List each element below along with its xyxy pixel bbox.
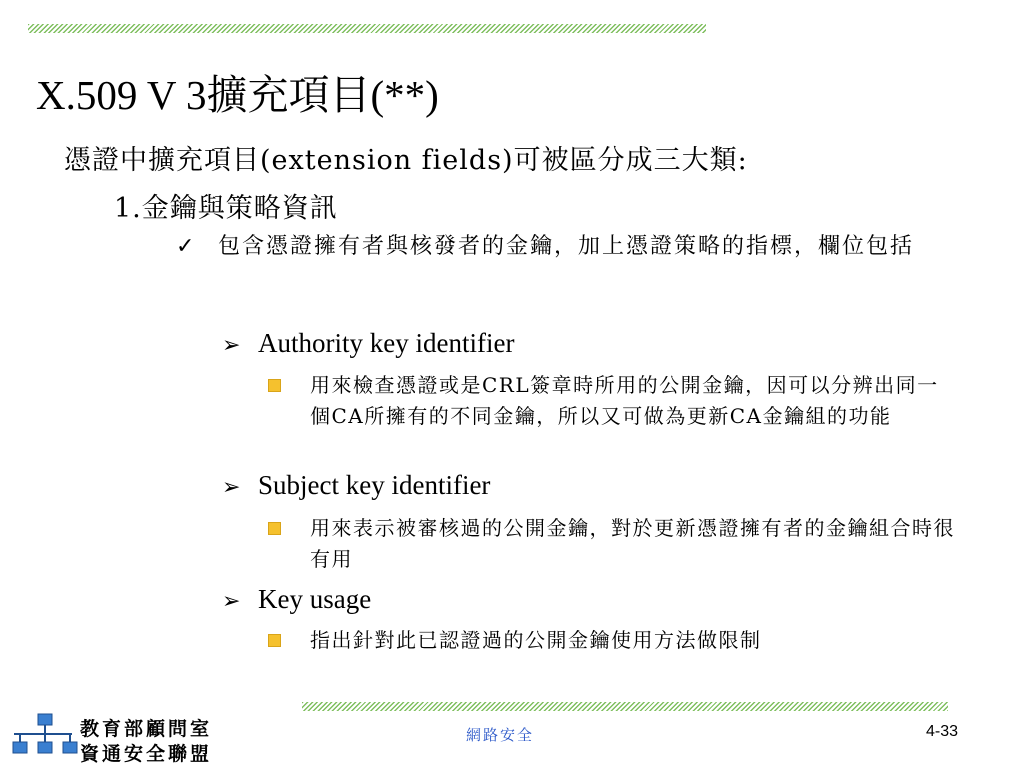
field-description xyxy=(268,370,958,432)
field-description xyxy=(268,513,958,575)
field-description-text: 用來表示被審核過的公開金鑰，對於更新憑證擁有者的金鑰組合時很有用 xyxy=(310,516,955,571)
arrow-bullet-icon: ➢ xyxy=(222,474,241,499)
field-name: Authority key identifier xyxy=(258,328,515,358)
checklist-item xyxy=(176,230,966,263)
footer-title: 網路安全 xyxy=(466,726,535,744)
intro-text: 憑證中擴充項目(extension fields)可被區分成三大類: xyxy=(64,145,748,176)
field-description-text: 用來檢查憑證或是CRL簽章時所用的公開金鑰，因可以分辨出同一個CA所擁有的不同金鑰，所以又可做為更新CA金鑰組的功能 xyxy=(310,373,939,428)
square-bullet-icon xyxy=(268,634,281,647)
logo-text-line1: 教育部顧問室 xyxy=(80,718,213,740)
field-item xyxy=(222,584,371,615)
bottom-decorative-rule xyxy=(302,702,948,711)
arrow-bullet-icon: ➢ xyxy=(222,588,241,613)
top-decorative-rule xyxy=(28,24,706,33)
field-description-text: 指出針對此已認證過的公開金鑰使用方法做限制 xyxy=(310,628,762,652)
square-bullet-icon xyxy=(268,522,281,535)
checklist-text: 包含憑證擁有者與核發者的金鑰，加上憑證策略的指標，欄位包括 xyxy=(218,234,915,259)
checkmark-icon: ✓ xyxy=(176,234,195,259)
arrow-bullet-icon: ➢ xyxy=(222,332,241,357)
slide-title: X.509 V 3擴充項目(**) xyxy=(36,72,439,118)
page-number: 4-33 xyxy=(926,723,959,740)
field-item xyxy=(222,328,514,359)
field-name: Subject key identifier xyxy=(258,470,491,500)
field-description xyxy=(268,625,958,656)
logo-text-line2: 資通安全聯盟 xyxy=(80,743,213,765)
category-heading: 1.金鑰與策略資訊 xyxy=(114,193,338,224)
field-item xyxy=(222,470,490,501)
square-bullet-icon xyxy=(268,379,281,392)
field-name: Key usage xyxy=(258,584,372,614)
